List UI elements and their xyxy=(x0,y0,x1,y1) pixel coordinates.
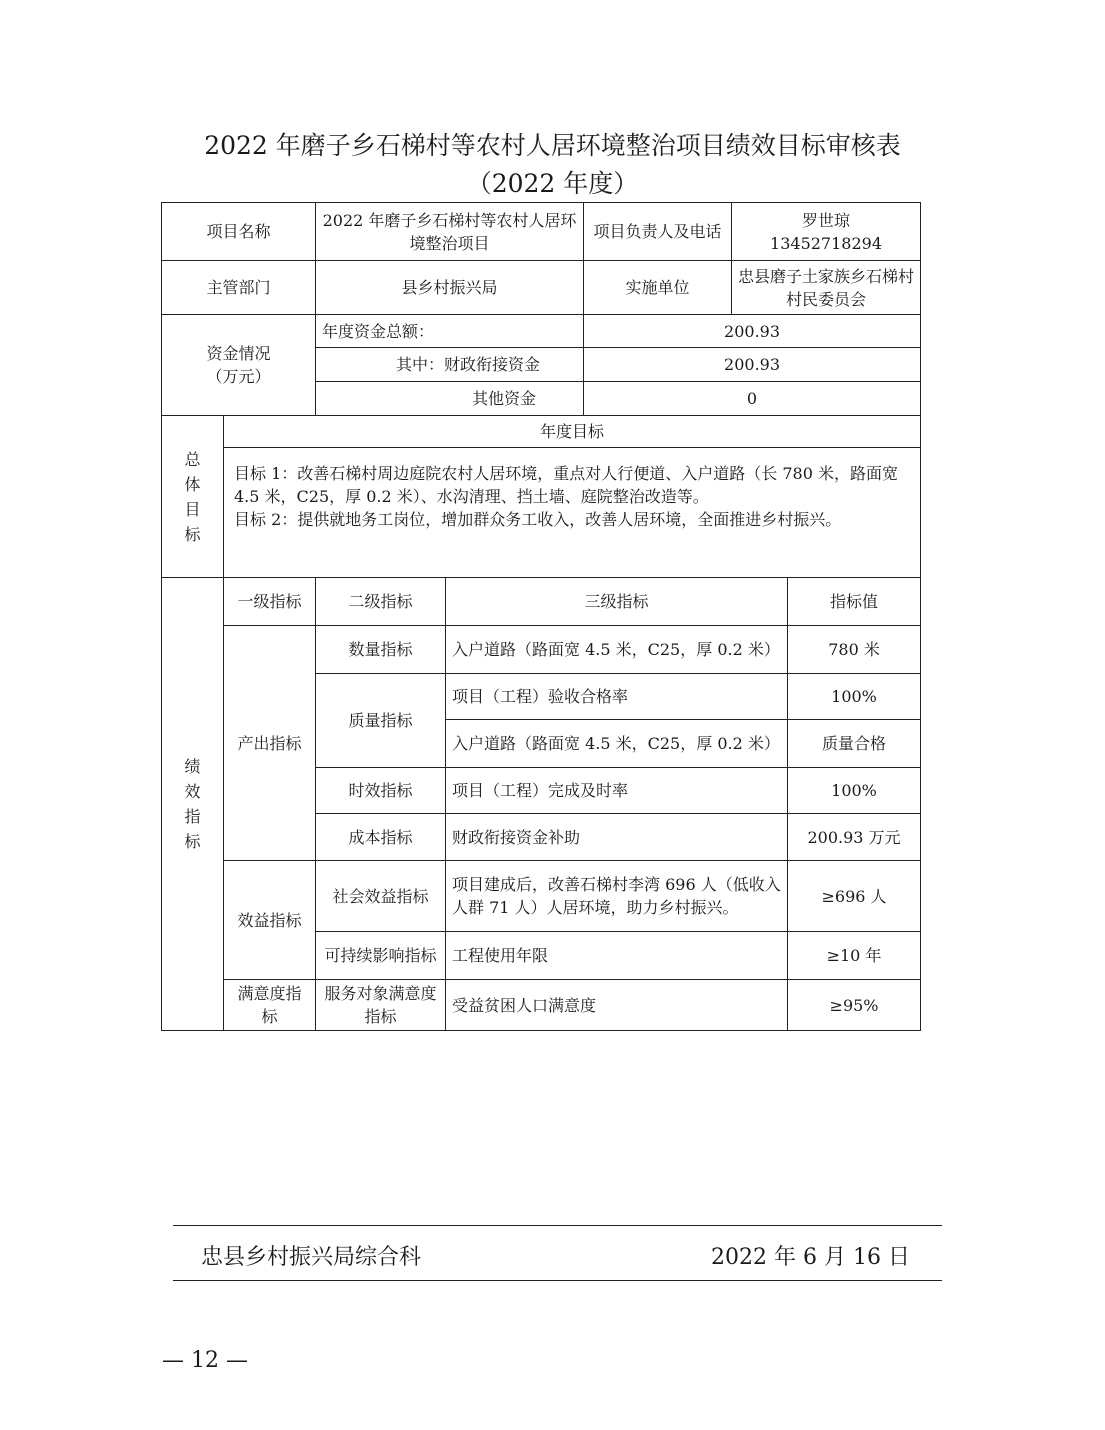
value-cell: 100% xyxy=(788,768,921,814)
funds-other-value: 0 xyxy=(584,382,921,416)
value-cell: 100% xyxy=(788,674,921,720)
overall-goal-label: 总体目标 xyxy=(162,416,224,578)
performance-label: 绩效指标 xyxy=(162,578,224,1031)
document-title: 2022 年磨子乡石梯村等农村人居环境整治项目绩效目标审核表 xyxy=(204,131,901,160)
project-name-value: 2022 年磨子乡石梯村等农村人居环境整治项目 xyxy=(316,203,584,261)
impl-value: 忠县磨子土家族乡石梯村村民委员会 xyxy=(732,261,921,315)
value-cell: ≥10 年 xyxy=(788,932,921,980)
funds-fiscal-label: 其中：财政衔接资金 xyxy=(316,348,584,382)
funds-label: 资金情况（万元） xyxy=(162,315,316,416)
level3-cell: 项目建成后，改善石梯村李湾 696 人（低收入人群 71 人）人居环境，助力乡村振兴。 xyxy=(446,861,788,932)
goal-1: 目标 1：改善石梯村周边庭院农村人居环境，重点对人行便道、入户道路（长 780 米，路面宽 4.5 米，C25，厚 0.2 米）、水沟清理、挡土墙、庭院整治改造等。 xyxy=(234,464,898,506)
satisfaction-indicator-label: 满意度指标 xyxy=(224,980,316,1031)
annual-goal-label: 年度目标 xyxy=(224,416,921,448)
funds-total-label: 年度资金总额： xyxy=(316,315,584,348)
level2-cell: 时效指标 xyxy=(316,768,446,814)
header-level3: 三级指标 xyxy=(446,578,788,626)
leader-phone: 13452718294 xyxy=(770,233,883,253)
level2-cell: 可持续影响指标 xyxy=(316,932,446,980)
value-cell: ≥95% xyxy=(788,980,921,1031)
value-cell: 质量合格 xyxy=(788,720,921,768)
dept-value: 县乡村振兴局 xyxy=(316,261,584,315)
level2-cell: 社会效益指标 xyxy=(316,861,446,932)
impl-label: 实施单位 xyxy=(584,261,732,315)
funds-other-label: 其他资金 xyxy=(316,382,584,416)
header-value: 指标值 xyxy=(788,578,921,626)
level2-cell: 成本指标 xyxy=(316,814,446,861)
project-leader-value xyxy=(732,203,921,261)
footer-org: 忠县乡村振兴局综合科 xyxy=(201,1245,422,1270)
level3-cell: 入户道路（路面宽 4.5 米，C25，厚 0.2 米） xyxy=(446,626,788,674)
level3-cell: 工程使用年限 xyxy=(446,932,788,980)
footer xyxy=(173,1225,942,1281)
leader-name: 罗世琼 xyxy=(802,210,851,230)
header-level2: 二级指标 xyxy=(316,578,446,626)
funds-total-value: 200.93 xyxy=(584,315,921,348)
level2-cell: 数量指标 xyxy=(316,626,446,674)
level3-cell: 入户道路（路面宽 4.5 米，C25，厚 0.2 米） xyxy=(446,720,788,768)
benefit-indicator-label: 效益指标 xyxy=(224,861,316,980)
output-indicator-label: 产出指标 xyxy=(224,626,316,861)
page-number: — 12 — xyxy=(162,1348,248,1373)
level3-cell: 项目（工程）完成及时率 xyxy=(446,768,788,814)
value-cell: ≥696 人 xyxy=(788,861,921,932)
goal-2: 目标 2：提供就地务工岗位，增加群众务工收入，改善人居环境，全面推进乡村振兴。 xyxy=(234,510,842,529)
project-leader-label: 项目负责人及电话 xyxy=(584,203,732,261)
level3-cell: 项目（工程）验收合格率 xyxy=(446,674,788,720)
performance-table xyxy=(161,202,921,1031)
level2-cell: 服务对象满意度指标 xyxy=(316,980,446,1031)
level3-cell: 财政衔接资金补助 xyxy=(446,814,788,861)
funds-fiscal-value: 200.93 xyxy=(584,348,921,382)
level2-cell: 质量指标 xyxy=(316,674,446,768)
value-cell: 200.93 万元 xyxy=(788,814,921,861)
project-name-label: 项目名称 xyxy=(162,203,316,261)
annual-goal-text xyxy=(224,448,921,578)
value-cell: 780 米 xyxy=(788,626,921,674)
footer-date: 2022 年 6 月 16 日 xyxy=(711,1245,910,1270)
document-subtitle: （2022 年度） xyxy=(466,169,639,198)
header-level1: 一级指标 xyxy=(224,578,316,626)
level3-cell: 受益贫困人口满意度 xyxy=(446,980,788,1031)
dept-label: 主管部门 xyxy=(162,261,316,315)
